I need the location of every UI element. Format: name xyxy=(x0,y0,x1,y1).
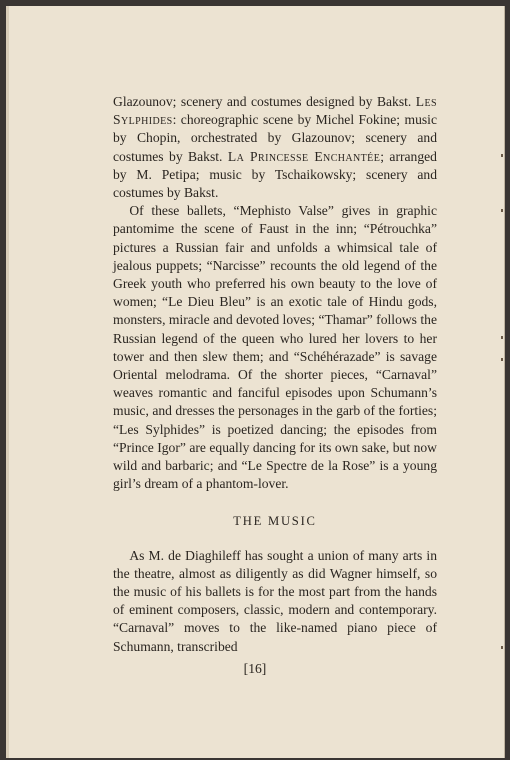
edge-mark xyxy=(501,646,503,649)
edge-mark xyxy=(501,358,503,361)
edge-mark xyxy=(501,209,503,212)
intro-paragraph xyxy=(113,93,437,202)
page-gutter xyxy=(6,6,9,758)
ballets-paragraph: Of these ballets, “Mephisto Valse” gives in graphic pantomime the scene of Faust in the inn; “Pétrouchka” pictures a Russian fair and unfolds a whimsical tale of jealous puppets; “Narcisse” recounts the old legend of the Greek youth who preferred his own beauty to the love of women; “Le Dieu Bleu” is an exotic tale of Hindu gods, monsters, miracle and devoted loves; “Thamar” follows the Russian legend of the queen who lured her lovers to her tower and then slew them; and “Schéhérazade” is savage Oriental melodrama. Of the shorter pieces, “Carnaval” weaves romantic and fanciful episodes upon Schumann’s music, and dresses the personages in the garb of the forties; “Les Sylphides” is poetized dancing; the episodes from “Prince Igor” are equally dancing for its own sake, but now wild and barbaric; and “Le Spectre de la Rose” is a young girl’s dream of a phantom-lover. xyxy=(113,203,437,492)
intro-segment-3: ; arranged by M. Petipa; music by Tschaikowsky; scenery and costumes by Bakst. xyxy=(113,148,437,201)
ballet-title-les-sylphides: Les Sylphides xyxy=(113,94,437,128)
page-number: [16] xyxy=(243,661,267,676)
body-text xyxy=(113,93,437,656)
music-paragraph: As M. de Diaghileff has sought a union of many arts in the theatre, almost as diligently as did Wagner himself, so the music of his ballets is for the most part from the hands of eminent composers, classic, modern and contemporary. “Carnaval” moves to the like-named piano piece of Schumann, transcribed xyxy=(113,547,437,654)
ballet-title-la-princesse-enchantee: La Princesse Enchantée xyxy=(227,148,381,164)
intro-segment-1: Glazounov; scenery and costumes designed by Bakst. xyxy=(113,94,412,109)
edge-mark xyxy=(501,154,503,157)
intro-segment-2: : choreographic scene by Michel Fokine; music by Chopin, orchestrated by Glazounov; scenery and costumes by Bakst. xyxy=(113,112,437,164)
book-page xyxy=(6,6,505,758)
edge-mark xyxy=(501,336,503,339)
section-heading: THE MUSIC xyxy=(233,514,317,529)
